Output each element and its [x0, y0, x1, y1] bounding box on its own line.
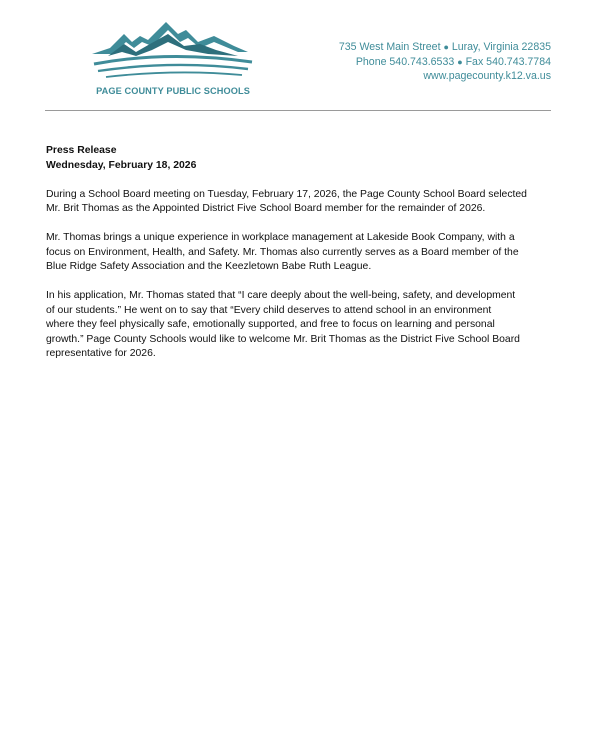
release-body: [46, 144, 558, 362]
paragraph-2: [46, 231, 558, 275]
text-line: focus on Environment, Health, and Safety. Mr. Thomas also currently serves as a Board member of the: [46, 246, 519, 258]
text-line: growth.” Page County Schools would like to welcome Mr. Brit Thomas as the District Five School Board: [46, 333, 520, 345]
mountains-logo-icon: [88, 14, 258, 86]
header-divider: [45, 110, 551, 111]
city-state-zip: Luray, Virginia 22835: [451, 41, 551, 53]
paragraph-1: [46, 188, 558, 217]
text-line: During a School Board meeting on Tuesday, February 17, 2026, the Page County School Board selected: [46, 188, 527, 200]
text-line: Mr. Brit Thomas as the Appointed District Five School Board member for the remainder of 2026.: [46, 203, 486, 214]
text-line: where they feel physically safe, emotionally supported, and free to focus on learning and personal: [46, 319, 495, 330]
text-line: representative for 2026.: [46, 348, 156, 359]
contact-block: [339, 40, 551, 84]
phone-fax-line: [339, 55, 551, 70]
bullet-separator: ●: [457, 56, 463, 67]
address-line: [339, 40, 551, 55]
text-line: of our students.” He went on to say that “Every child deserves to attend school in an environment: [46, 304, 492, 316]
bullet-separator: ●: [443, 42, 449, 52]
paragraph-3: [46, 289, 558, 362]
phone-number: Phone 540.743.6533: [355, 55, 455, 68]
text-line: Mr. Thomas brings a unique experience in workplace management at Lakeside Book Company, with a: [46, 232, 515, 243]
street-address: 735 West Main Street: [338, 41, 441, 53]
text-line: Blue Ridge Safety Association and the Keezletown Babe Ruth League.: [46, 261, 372, 272]
website-link[interactable]: www.pagecounty.k12.va.us: [423, 70, 551, 83]
release-label: Press Release: [46, 145, 117, 156]
org-name: PAGE COUNTY PUBLIC SCHOOLS: [96, 86, 250, 96]
release-date: Wednesday, February 18, 2026: [46, 159, 197, 171]
text-line: In his application, Mr. Thomas stated that “I care deeply about the well-being, safety, and development: [46, 290, 516, 301]
fax-number: Fax 540.743.7784: [465, 55, 551, 68]
page-county-logo: [88, 14, 258, 104]
